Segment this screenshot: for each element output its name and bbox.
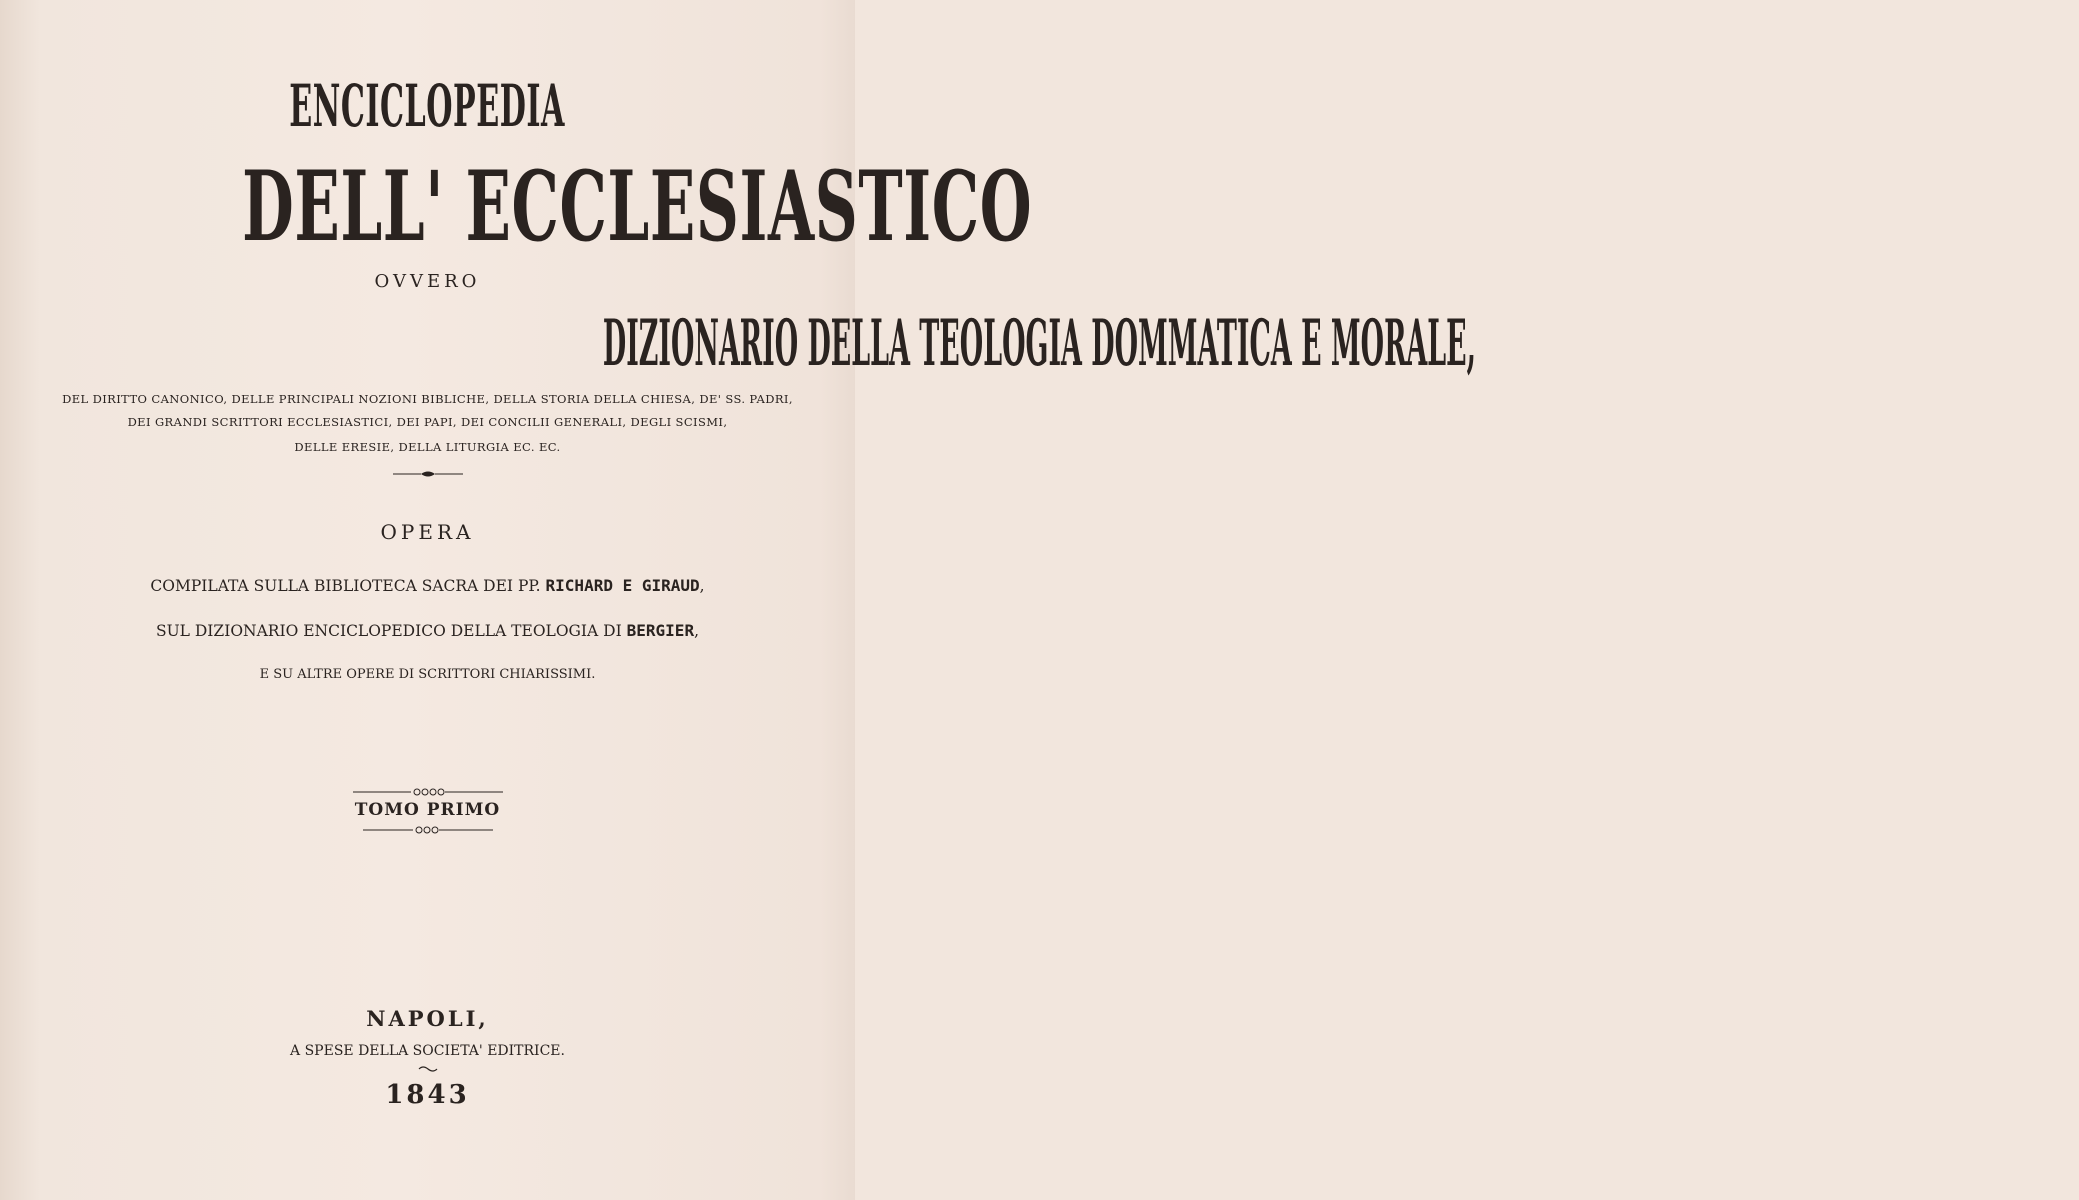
ornament-rule-top-icon [353,787,503,797]
ornament-tilde-icon [418,1064,438,1074]
ornament-divider-icon [393,469,463,479]
title-encyclopedia: ENCICLOPEDIA [289,72,566,140]
authors-richard-giraud: RICHARD E GIRAUD [545,576,700,595]
imprint-city: NAPOLI, [366,1006,489,1031]
imprint-publisher: A SPESE DELLA SOCIETA' EDITRICE. [290,1043,565,1059]
subtitle-line-3: DELLE ERESIE, DELLA LITURGIA EC. EC. [294,440,561,454]
title-ovvero: OVVERO [374,271,481,292]
volume-label: TOMO PRIMO [354,800,501,820]
imprint-year: 1843 [385,1080,470,1110]
subtitle-line-1: DEL DIRITTO CANONICO, DELLE PRINCIPALI NOZIONI BIBLICHE, DELLA STORIA DELLA CHIESA, DE' SS. PADRI, [62,392,793,406]
compiled-line-2: SUL DIZIONARIO ENCICLOPEDICO DELLA TEOLOGIA DI BERGIER, [155,621,700,640]
title-dictionary: DIZIONARIO DELLA TEOLOGIA DOMMATICA E MORALE, [602,306,1477,381]
opera-heading: OPERA [380,520,475,544]
compiled-line-1: COMPILATA SULLA BIBLIOTECA SACRA DEI PP. RICHARD E GIRAUD, [150,576,705,595]
compiled-line-3: E SU ALTRE OPERE DI SCRITTORI CHIARISSIMI. [259,667,596,682]
author-bergier: BERGIER [626,621,695,640]
subtitle-line-2: DEI GRANDI SCRITTORI ECCLESIASTICI, DEI PAPI, DEI CONCILII GENERALI, DEGLI SCISMI, [127,415,728,429]
title-main: DELL' ECCLESIASTICO [242,150,1033,263]
ornament-rule-bottom-icon [363,825,493,835]
